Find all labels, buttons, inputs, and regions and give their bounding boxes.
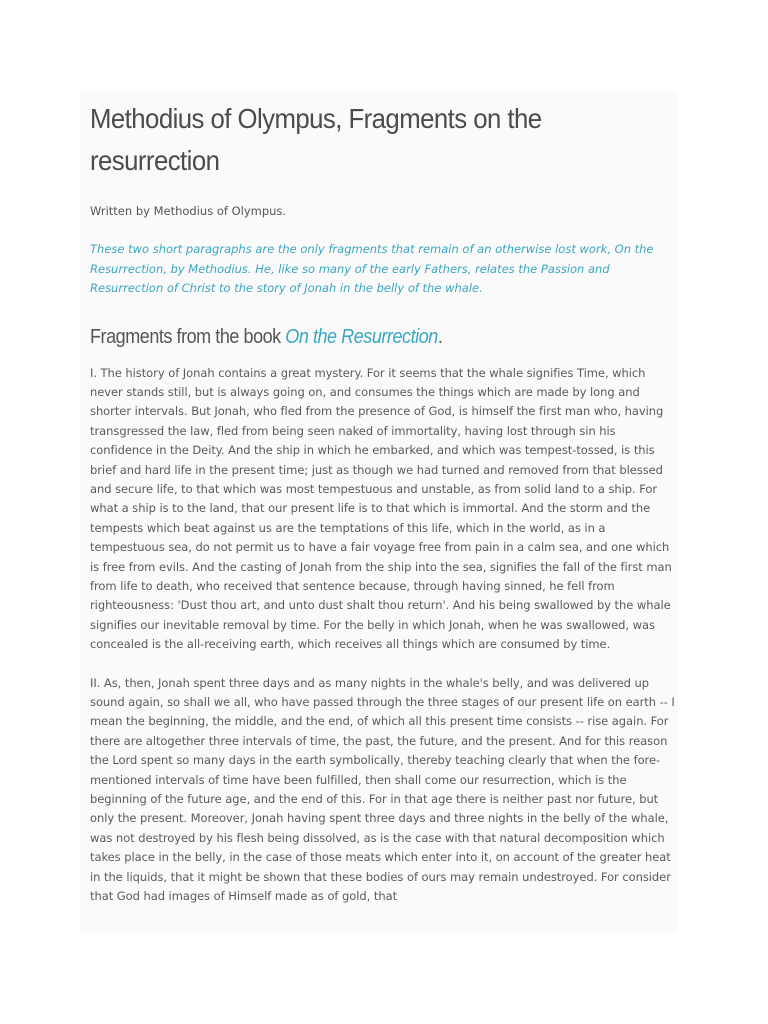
paragraph-1: I. The history of Jonah contains a great mystery. For it seems that the whale signifies Time, which never stands still, but is always going on, and consumes the things which are made by long and shorter intervals. But Jonah, who fled from the presence of God, is himself the first man who, having transgressed the law, fled from being seen naked of immortality, having lost through sin his confidence in the Deity. And the ship in which he embarked, and which was tempest-tossed, is this brief and hard life in the present time; just as though we had turned and removed from that blessed and secure life, to that which was most tempestuous and unstable, as from solid land to a ship. For what a ship is to the land, that our present life is to that which is immortal. And the storm and the tempests which beat against us are the temptations of this life, which in the world, as in a tempestuous sea, do not permit us to have a fair voyage free from pain in a calm sea, and one which is free from evils. And the casting of Jonah from the ship into the sea, signifies the fall of the first man from life to death, who received that sentence because, through having sinned, he fell from righteousness: 'Dust thou art, and unto dust shalt thou return'. And his being swallowed by the whale signifies our inevitable removal by time. For the belly in which Jonah, when he was swallowed, was concealed is the all-receiving earth, which receives all things which are consumed by time. bbox=[90, 365, 672, 652]
section-heading-prefix: Fragments from the book bbox=[90, 325, 286, 348]
section-heading-suffix: . bbox=[437, 325, 443, 348]
book-title-link[interactable]: On the Resurrection bbox=[285, 325, 438, 348]
paragraph-2: II. As, then, Jonah spent three days and as many nights in the whale's belly, and was delivered up sound again, so shall we all, who have passed through the three stages of our present life on earth -- I mean the beginning, the middle, and the end, of which all this present time consists -- rise again. For there are altogether three intervals of time, the past, the future, and the present. And for this reason the Lord spent so many days in the earth symbolically, thereby teaching clearly that when the fore-mentioned intervals of time have been fulfilled, then shall come our resurrection, which is the beginning of the future age, and the end of this. For in that age there is neither past nor future, but only the present. Moreover, Jonah having spent three days and three nights in the belly of the whale, was not destroyed by his flesh being dissolved, as is the case with that natural decomposition which takes place in the belly, in the case of those meats which enter into it, on account of the greater heat in the liquids, that it might be shown that these bodies of ours may remain undestroyed. For consider that God had images of Himself made as of gold, that bbox=[90, 675, 675, 904]
byline: Written by Methodius of Olympus. bbox=[90, 204, 287, 218]
page-title: Methodius of Olympus, Fragments on the resurrection bbox=[90, 103, 542, 176]
document-page bbox=[80, 92, 678, 932]
section-heading bbox=[90, 323, 678, 351]
intro-paragraph: These two short paragraphs are the only fragments that remain of an otherwise lost work, On the Resurrection, by Methodius. He, like so many of the early Fathers, relates the Passion and Resurrection of Christ to the story of Jonah in the belly of the whale. bbox=[90, 242, 654, 295]
